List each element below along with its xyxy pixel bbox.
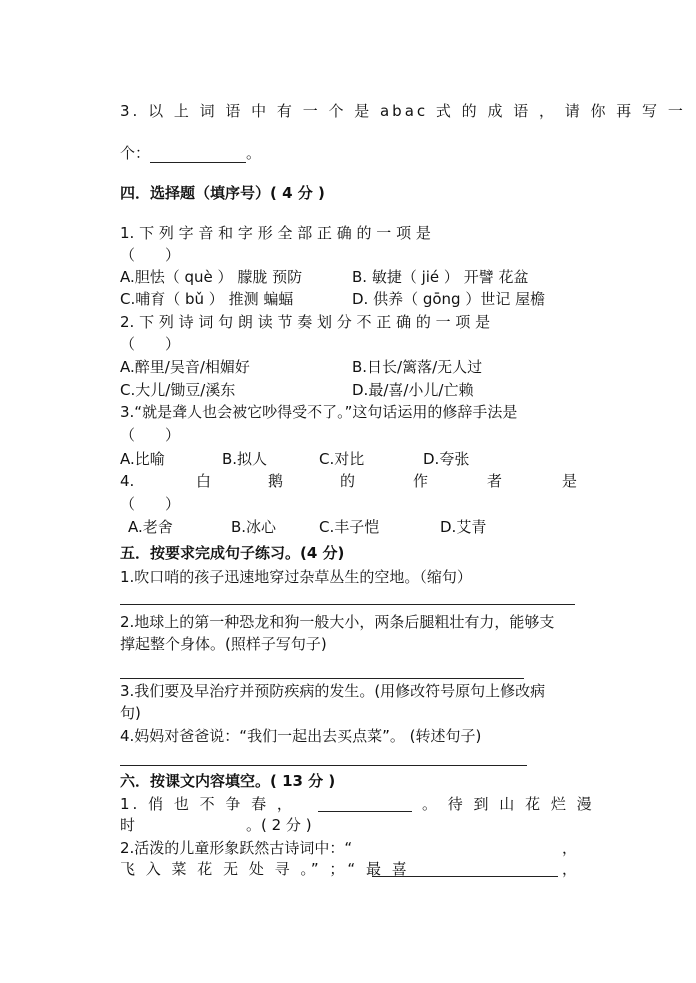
s6-q1-line2-end: 。( 2 分 ) bbox=[246, 816, 312, 834]
s4-q3-stem: 3.“就是聋人也会被它吵得受不了。”这句话运用的修辞手法是 bbox=[120, 403, 518, 421]
s6-q1-part2: 。 待 到 山 花 烂 漫 bbox=[422, 795, 595, 813]
s4-q4-num: 4. bbox=[120, 472, 135, 490]
s5-q1-answer-line[interactable] bbox=[120, 604, 575, 605]
s4-q4-option-d: D.艾青 bbox=[440, 518, 487, 536]
s4-q3-option-d: D.夸张 bbox=[423, 450, 470, 468]
section5-heading: 五．按要求完成句子练习。(4 分) bbox=[120, 544, 345, 562]
q3-line1: 3. 以 上 词 语 中 有 一 个 是 abac 式 的 成 语 ， 请 你 再 写 一 bbox=[120, 102, 686, 120]
s4-q2-option-a: A.醉里/吴音/相媚好 bbox=[120, 358, 250, 376]
s4-q4-word4: 作 bbox=[413, 472, 429, 490]
s4-q4-word2: 鹅 bbox=[268, 472, 284, 490]
s4-q3-paren[interactable]: （ ） bbox=[120, 426, 181, 444]
s4-q4-word5: 者 bbox=[487, 472, 503, 490]
s6-q2-line2-comma: ， bbox=[562, 860, 578, 878]
s4-q4-option-a: A.老舍 bbox=[128, 518, 173, 536]
s6-q1-line2-start: 时 bbox=[120, 816, 136, 834]
s4-q4-word1: 白 bbox=[196, 472, 212, 490]
s6-q2-line1-comma: ， bbox=[562, 839, 578, 857]
s6-q1-blank1[interactable] bbox=[318, 797, 412, 812]
s4-q4-paren[interactable]: （ ） bbox=[120, 495, 181, 513]
section4-heading: 四．选择题（填序号）( 4 分 ) bbox=[120, 184, 325, 202]
s4-q1-stem: 1. 下 列 字 音 和 字 形 全 部 正 确 的 一 项 是 bbox=[120, 224, 431, 242]
q3-answer-blank[interactable] bbox=[150, 148, 246, 163]
q3-line2 bbox=[120, 143, 261, 163]
s4-q4-word6: 是 bbox=[562, 472, 578, 490]
s5-q1: 1.吹口哨的孩子迅速地穿过杂草丛生的空地。（缩句） bbox=[120, 568, 472, 586]
s6-q1-part1: 1. 俏 也 不 争 春 ， bbox=[120, 795, 295, 813]
s4-q2-stem: 2. 下 列 诗 词 句 朗 读 节 奏 划 分 不 正 确 的 一 项 是 bbox=[120, 313, 491, 331]
s4-q1-option-d: D. 供养（ gōng ）世记 屋檐 bbox=[352, 290, 546, 308]
s5-q4-answer-line[interactable] bbox=[120, 765, 527, 766]
s6-q2-line1: 2.活泼的儿童形象跃然古诗词中：“ bbox=[120, 839, 353, 857]
s4-q1-paren[interactable]: （ ） bbox=[120, 246, 181, 264]
s4-q3-option-c: C.对比 bbox=[319, 450, 365, 468]
s5-q4: 4.妈妈对爸爸说：“我们一起出去买点菜”。 (转述句子) bbox=[120, 727, 482, 745]
s5-q2-answer-line[interactable] bbox=[120, 678, 524, 679]
s5-q3-line2: 句) bbox=[120, 704, 141, 722]
section6-heading: 六．按课文内容填空。( 13 分 ) bbox=[120, 772, 336, 790]
s4-q2-option-d: D.最/喜/小儿/亡赖 bbox=[352, 381, 474, 399]
s5-q3-line1: 3.我们要及早治疗并预防疾病的发生。(用修改符号原句上修改病 bbox=[120, 682, 546, 700]
s4-q3-option-a: A.比喻 bbox=[120, 450, 165, 468]
s5-q2-line1: 2.地球上的第一种恐龙和狗一般大小，两条后腿粗壮有力，能够支 bbox=[120, 613, 555, 631]
s4-q4-option-c: C.丰子恺 bbox=[319, 518, 380, 536]
s4-q1-option-a: A.胆怯（ què ） 朦胧 预防 bbox=[120, 268, 303, 286]
s4-q1-option-c: C.哺育（ bǔ ） 推测 蝙蝠 bbox=[120, 290, 294, 308]
s4-q1-option-b: B. 敏捷（ jié ） 开譬 花盆 bbox=[352, 268, 529, 286]
s4-q4-option-b: B.冰心 bbox=[231, 518, 277, 536]
s4-q2-paren[interactable]: （ ） bbox=[120, 335, 181, 353]
q3-prefix: 个： bbox=[120, 144, 151, 162]
s4-q2-option-c: C.大儿/锄豆/溪东 bbox=[120, 381, 236, 399]
s6-q2-line2: 飞 入 菜 花 无 处 寻 。” ；“ 最 喜 bbox=[120, 860, 410, 878]
q3-suffix: 。 bbox=[246, 144, 262, 162]
s6-q2-blank[interactable] bbox=[372, 862, 558, 877]
s4-q4-word3: 的 bbox=[340, 472, 356, 490]
s4-q2-option-b: B.日长/篱落/无人过 bbox=[352, 358, 483, 376]
s5-q2-line2: 撑起整个身体。(照样子写句子) bbox=[120, 635, 327, 653]
s4-q3-option-b: B.拟人 bbox=[222, 450, 268, 468]
